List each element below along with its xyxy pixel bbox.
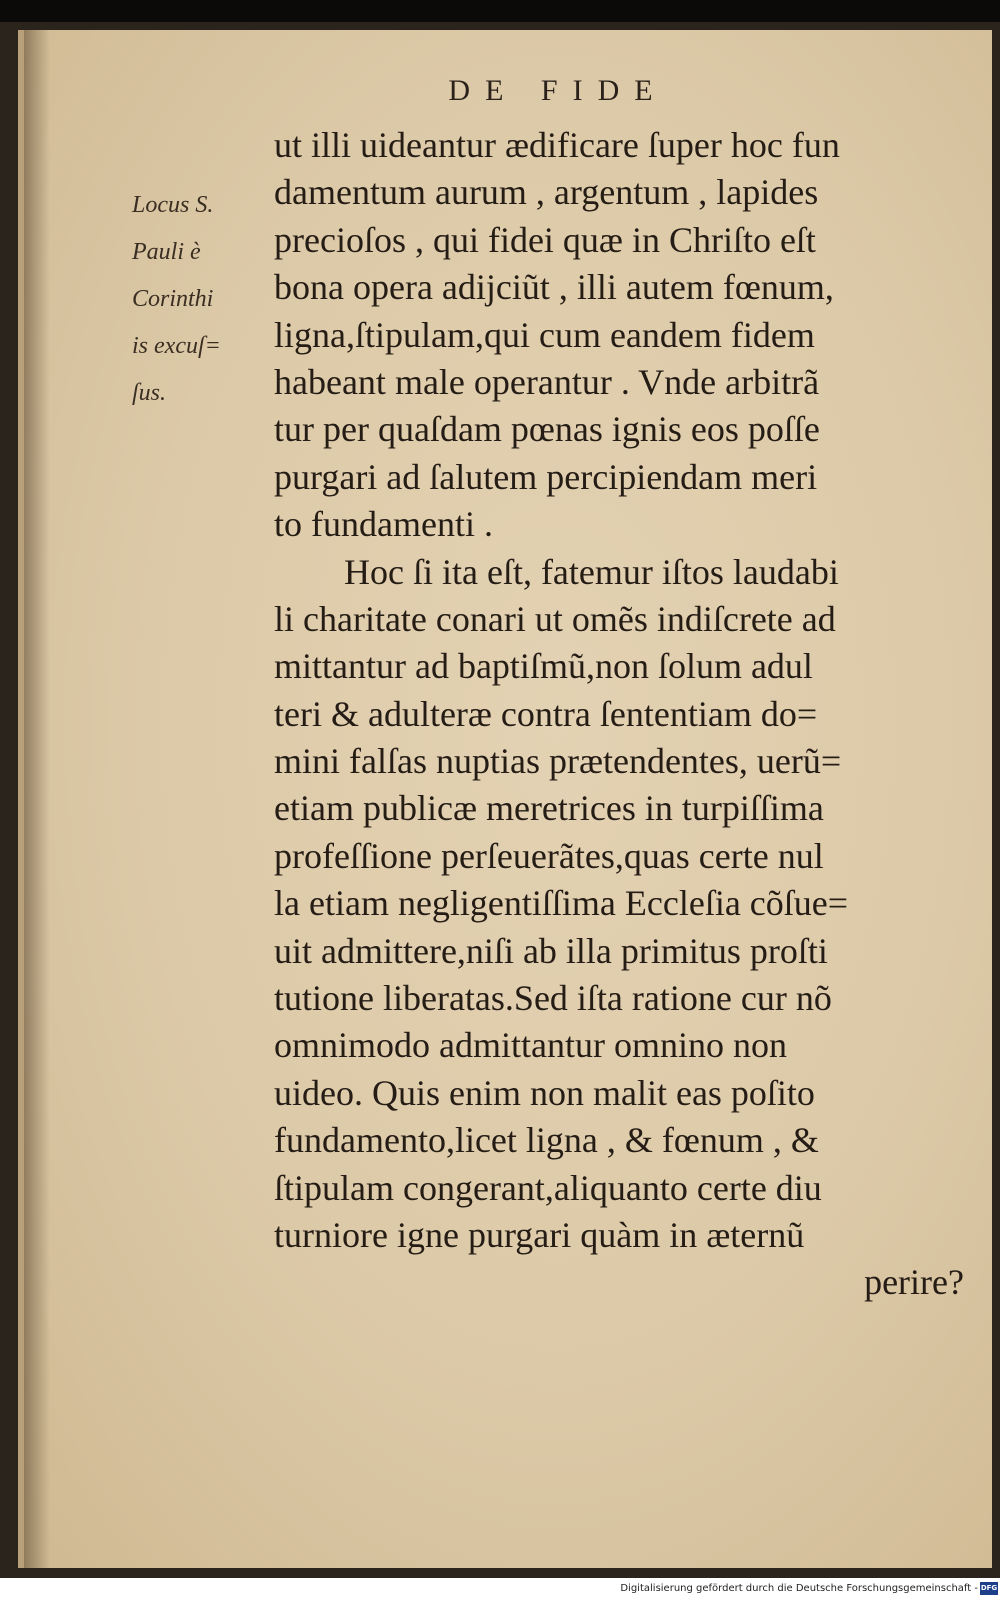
running-head: DE FIDE (448, 74, 668, 107)
gutter-shadow (24, 30, 50, 1568)
text-line: profeſſione perſeuerãtes,quas certe nul (274, 835, 824, 876)
text-line: la etiam negligentiſſima Eccleſia cõſue= (274, 883, 849, 924)
text-line: damentum aurum , argentum , lapides (274, 172, 819, 213)
marginal-note (132, 182, 262, 417)
book-page (18, 30, 992, 1568)
marginal-note-line: ſus. (132, 380, 167, 406)
body-text (274, 122, 974, 1307)
text-line: li charitate conari ut omẽs indiſcrete ad (274, 598, 836, 639)
text-line: tur per quaſdam pœnas ignis eos poſſe (274, 409, 820, 450)
text-line: bona opera adijciũt , illi autem fœnum, (274, 267, 834, 308)
marginal-note-line: Locus S. (132, 192, 214, 218)
dfg-logo: DFG (980, 1582, 998, 1595)
text-line: ſtipulam congerant,aliquanto certe diu (274, 1167, 822, 1208)
text-line: teri & adulteræ contra ſententiam do= (274, 693, 818, 734)
marginal-note-line: is excuſ= (132, 333, 221, 359)
paragraph-start-line: Hoc ſi ita eſt, fatemur iſtos laudabi (344, 551, 839, 592)
text-line: ligna,ſtipulam,qui cum eandem fidem (274, 314, 815, 355)
scan-frame (0, 22, 1000, 1578)
text-line: mittantur ad baptiſmũ,non ſolum adul (274, 646, 813, 687)
text-line: precioſos , qui fidei quæ in Chriſto eſt (274, 219, 816, 260)
catchword: perire? (864, 1262, 964, 1303)
text-line: purgari ad ſalutem percipiendam meri (274, 456, 818, 497)
text-line: etiam publicæ meretrices in turpiſſima (274, 788, 824, 829)
text-line: fundamento,licet ligna , & fœnum , & (274, 1120, 819, 1161)
text-line: mini falſas nuptias prætendentes, uerũ= (274, 741, 842, 782)
text-line: habeant male operantur . Vnde arbitrã (274, 361, 820, 402)
text-line: uit admittere,niſi ab illa primitus proſti (274, 930, 828, 971)
footer-bar (0, 1578, 1000, 1601)
text-line: to fundamenti . (274, 504, 493, 545)
text-line: omnimodo admittantur omnino non (274, 1025, 787, 1066)
text-line: tutione liberatas.Sed iſta ratione cur nõ (274, 978, 832, 1019)
text-line: uideo. Quis enim non malit eas poſito (274, 1072, 815, 1113)
text-line: ut illi uideantur ædificare ſuper hoc fun (274, 125, 840, 165)
marginal-note-line: Corinthi (132, 286, 214, 312)
text-line: turniore igne purgari quàm in æternũ (274, 1214, 805, 1255)
scan-top-bar (0, 0, 1000, 22)
marginal-note-line: Pauli è (132, 239, 201, 265)
funding-credit: Digitalisierung gefördert durch die Deutsche Forschungsgemeinschaft - (620, 1583, 978, 1594)
